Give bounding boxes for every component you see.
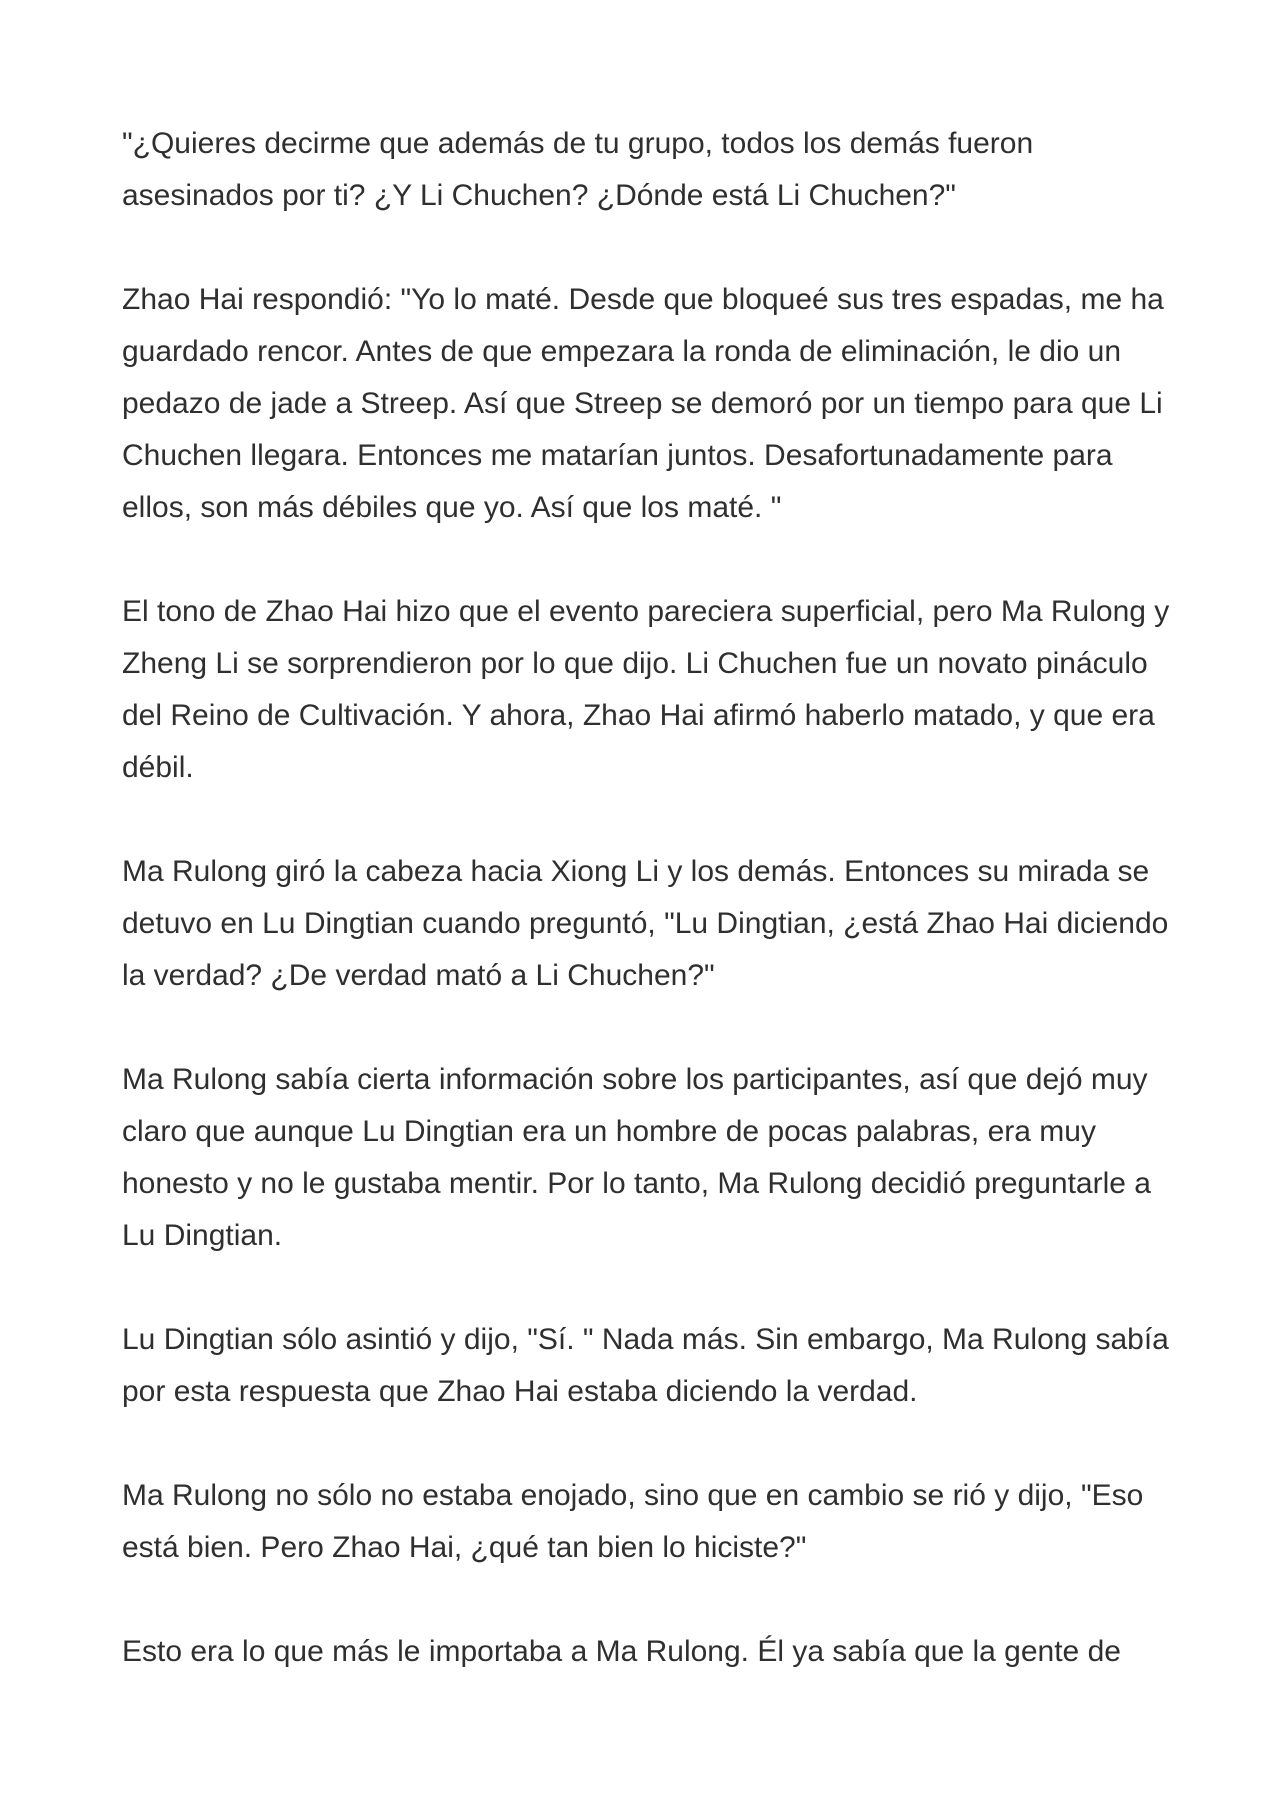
paragraph-8: Esto era lo que más le importaba a Ma Rulong. Él ya sabía que la gente de	[122, 1635, 1121, 1668]
paragraph-1: "¿Quieres decirme que además de tu grupo, todos los demás fueron asesinados por ti? ¿Y Li Chuchen? ¿Dónde está Li Chuchen?"	[122, 127, 1034, 212]
paragraph-5: Ma Rulong sabía cierta información sobre los participantes, así que dejó muy claro que aunque Lu Dingtian era un hombre de pocas palabras, era muy honesto y no le gustaba mentir. Por lo tanto, Ma Rulong decidió preguntarle a Lu Dingtian.	[122, 1063, 1151, 1252]
paragraph-6: Lu Dingtian sólo asintió y dijo, "Sí. " Nada más. Sin embargo, Ma Rulong sabía por esta respuesta que Zhao Hai estaba diciendo la verdad.	[122, 1323, 1169, 1408]
document-body	[122, 118, 1172, 1730]
paragraph-3: El tono de Zhao Hai hizo que el evento pareciera superficial, pero Ma Rulong y Zheng Li se sorprendieron por lo que dijo. Li Chuchen fue un novato pináculo del Reino de Cultivación. Y ahora, Zhao Hai afirmó haberlo matado, y que era débil.	[122, 595, 1170, 784]
paragraph-4: Ma Rulong giró la cabeza hacia Xiong Li y los demás. Entonces su mirada se detuvo en Lu Dingtian cuando preguntó, "Lu Dingtian, ¿está Zhao Hai diciendo la verdad? ¿De verdad mató a Li Chuchen?"	[122, 855, 1169, 992]
paragraph-7: Ma Rulong no sólo no estaba enojado, sino que en cambio se rió y dijo, "Eso está bien. Pero Zhao Hai, ¿qué tan bien lo hiciste?"	[122, 1479, 1144, 1564]
paragraph-2: Zhao Hai respondió: "Yo lo maté. Desde que bloqueé sus tres espadas, me ha guardado rencor. Antes de que empezara la ronda de eliminación, le dio un pedazo de jade a Streep. Así que Streep se demoró por un tiempo para que Li Chuchen llegara. Entonces me matarían juntos. Desafortunadamente para ellos, son más débiles que yo. Así que los maté. "	[122, 283, 1164, 524]
